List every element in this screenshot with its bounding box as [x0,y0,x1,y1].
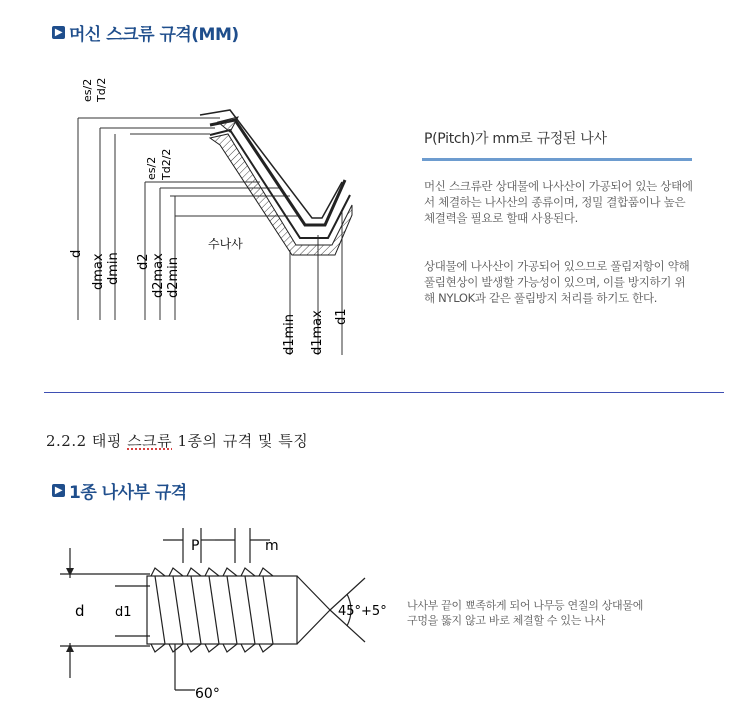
type1-thread-title: 1종 나사부 규격 [69,483,187,503]
dmin-label: dmin [106,252,121,285]
male-thread-label: 수나사 [208,237,243,251]
tapping-screw-diagram [55,518,400,708]
machine-screw-header [52,20,239,45]
d-label: d [69,249,84,258]
dmax-label: dmax [91,253,106,290]
type1-description-line-2: 구멍을 뚫지 않고 바로 체결할 수 있는 나사 [407,614,605,627]
outer-d-label: d [75,602,85,620]
section-title-prefix: 2.2.2 태핑 [46,432,128,450]
d1-label: d1 [334,308,349,325]
description-paragraph-1: 머신 스크류란 상대물에 나사산이 가공되어 있는 상태에서 체결하는 나사산의 종류이며, 정밀 결합품이나 높은 체결력을 필요로 할때 사용된다. [424,179,693,225]
tapping-screw-section-title [46,430,308,451]
subtitle-underline [422,158,692,161]
pitch-subtitle: P(Pitch)가 mm로 규정된 나사 [424,131,607,147]
section-divider [44,392,724,393]
machine-screw-title: 머신 스크류 규격(MM) [69,25,239,45]
es2-b-label: es/2 [145,156,158,180]
d1max-label: d1max [310,310,325,355]
description-paragraph-2: 상대물에 나사산이 가공되어 있으므로 풀림저항이 약해 풀림현상이 발생할 가능성이 있으며, 이를 방지하기 위해 NYLOK과 같은 풀림방지 처리를 하기도 한다. [424,259,690,305]
type1-description-line-1: 나사부 끝이 뾰족하게 되어 나무등 연질의 상대물에 [407,599,644,612]
td2-top-label: Td/2 [95,77,108,102]
type1-thread-header [52,478,187,503]
section-title-suffix: 1종의 규격 및 특징 [172,432,309,450]
pitch-label: P [191,538,200,554]
d2-label: d2 [136,253,151,270]
thread-angle-label: 60° [195,686,220,702]
section-title-spellcheck-word: 스크류 [127,432,173,450]
m-label: m [265,538,279,554]
d2max-label: d2max [151,253,166,298]
d1min-label: d1min [282,313,297,355]
es2-label: es/2 [81,78,94,102]
machine-screw-thread-diagram [60,70,370,360]
tip-angle-label: 45°+5° [338,604,387,619]
header-bullet-icon-2: ▶ [52,484,65,497]
header-bullet-icon: ▶ [52,26,65,39]
type1-description [407,598,727,628]
inner-d1-label: d1 [115,605,132,620]
d2min-label: d2min [166,256,181,298]
td2-b-label: Td2/2 [160,148,173,180]
